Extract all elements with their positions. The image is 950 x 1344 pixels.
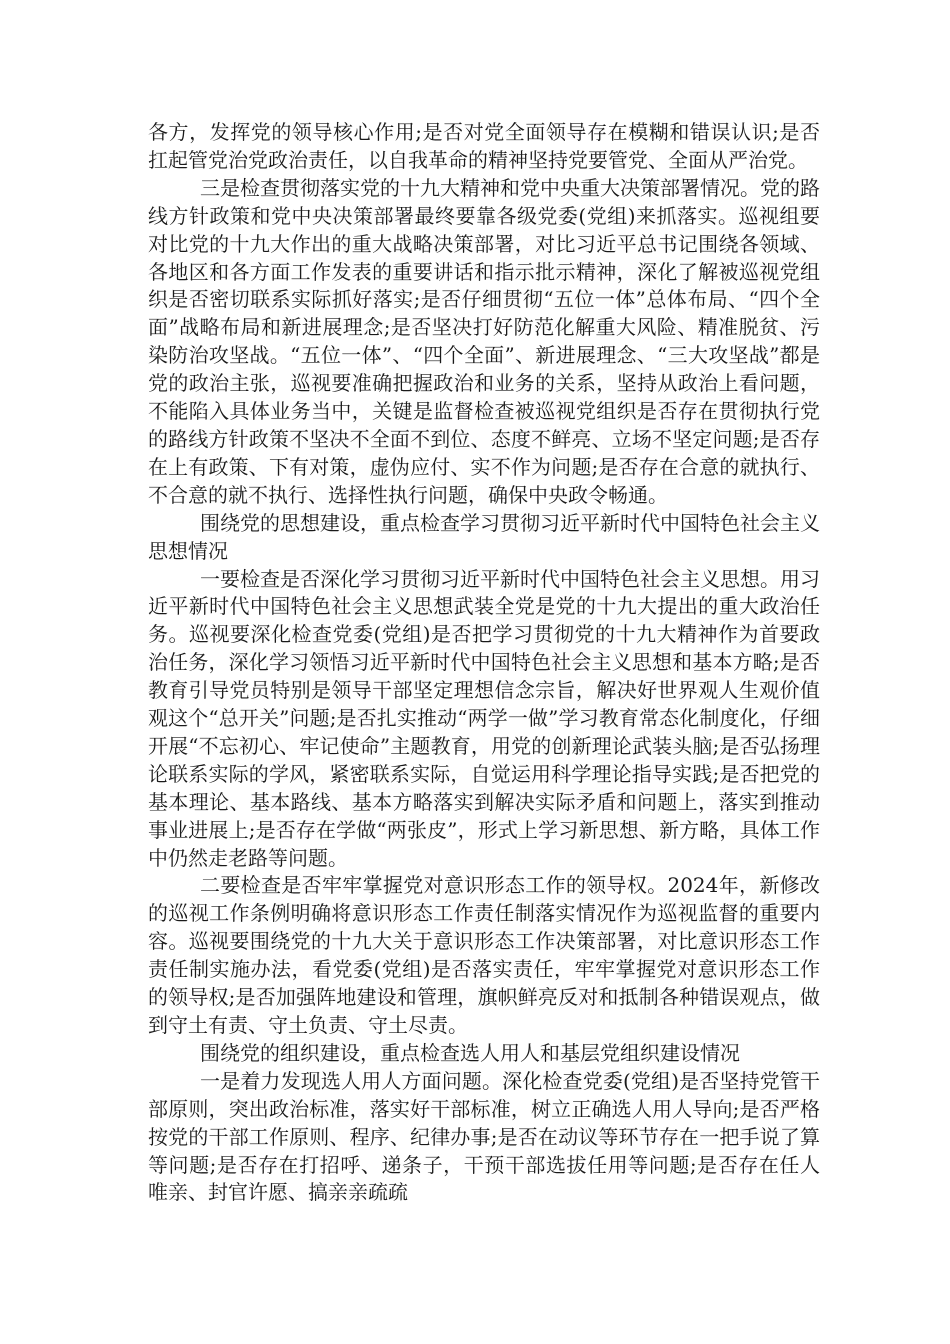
- paragraph-4: 二要检查是否牢牢掌握党对意识形态工作的领导权。2024年，新修改的巡视工作条例明确将意识形态工作责任制落实情况作为巡视监督的重要内容。巡视要围绕党的十九大关于意识形态工作决策部署，对比意识形态工作责任制实施办法，看党委(党组)是否落实责任，牢牢掌握党对意识形态工作的领导权;是否加强阵地建设和管理，旗帜鲜亮反对和抵制各种错误观点，做到守土有责、守土负责、守土尽责。: [148, 873, 820, 1037]
- document-body: [148, 119, 820, 1207]
- paragraph-1: 各方，发挥党的领导核心作用;是否对党全面领导存在模糊和错误认识;是否扛起管党治党政治责任，以自我革命的精神坚持党要管党、全面从严治党。: [148, 120, 820, 172]
- paragraph-2: 三是检查贯彻落实党的十九大精神和党中央重大决策部署情况。党的路线方针政策和党中央决策部署最终要靠各级党委(党组)来抓落实。巡视组要对比党的十九大作出的重大战略决策部署，对比习近平总书记围绕各领域、各地区和各方面工作发表的重要讲话和指示批示精神，深化了解被巡视党组织是否密切联系实际抓好落实;是否仔细贯彻“五位一体”总体布局、“四个全面”战略布局和新进展理念;是否坚决打好防范化解重大风险、精准脱贫、污染防治攻坚战。“五位一体”、“四个全面”、新进展理念、“三大攻坚战”都是党的政治主张，巡视要准确把握政治和业务的关系，坚持从政治上看问题，不能陷入具体业务当中，关键是监督检查被巡视党组织是否存在贯彻执行党的路线方针政策不坚决不全面不到位、态度不鲜亮、立场不坚定问题;是否存在上有政策、下有对策，虚伪应付、实不作为问题;是否存在合意的就执行、不合意的就不执行、选择性执行问题，确保中央政令畅通。: [148, 175, 820, 507]
- paragraph-5: 一是着力发现选人用人方面问题。深化检查党委(党组)是否坚持党管干部原则，突出政治标准，落实好干部标准，树立正确选人用人导向;是否严格按党的干部工作原则、程序、纪律办事;是否在动议等环节存在一把手说了算等问题;是否存在打招呼、递条子，干预干部选拔任用等问题;是否存在任人唯亲、封官许愿、搞亲亲疏疏: [148, 1068, 820, 1205]
- section-heading-organization: 围绕党的组织建设，重点检查选人用人和基层党组织建设情况: [200, 1040, 740, 1065]
- paragraph-3: 一要检查是否深化学习贯彻习近平新时代中国特色社会主义思想。用习近平新时代中国特色社会主义思想武装全党是党的十九大提出的重大政治任务。巡视要深化检查党委(党组)是否把学习贯彻党的十九大精神作为首要政治任务，深化学习领悟习近平新时代中国特色社会主义思想和基本方略;是否教育引导党员特别是领导干部坚定理想信念宗旨，解决好世界观人生观价值观这个“总开关”问题;是否扎实推动“两学一做”学习教育常态化制度化，仔细开展“不忘初心、牢记使命”主题教育，用党的创新理论武装头脑;是否弘扬理论联系实际的学风，紧密联系实际，自觉运用科学理论指导实践;是否把党的基本理论、基本路线、基本方略落实到解决实际矛盾和问题上，落实到推动事业进展上;是否存在学做“两张皮”，形式上学习新思想、新方略，具体工作中仍然走老路等问题。: [148, 566, 820, 870]
- section-heading-ideology: 围绕党的思想建设，重点检查学习贯彻习近平新时代中国特色社会主义思想情况: [148, 510, 820, 563]
